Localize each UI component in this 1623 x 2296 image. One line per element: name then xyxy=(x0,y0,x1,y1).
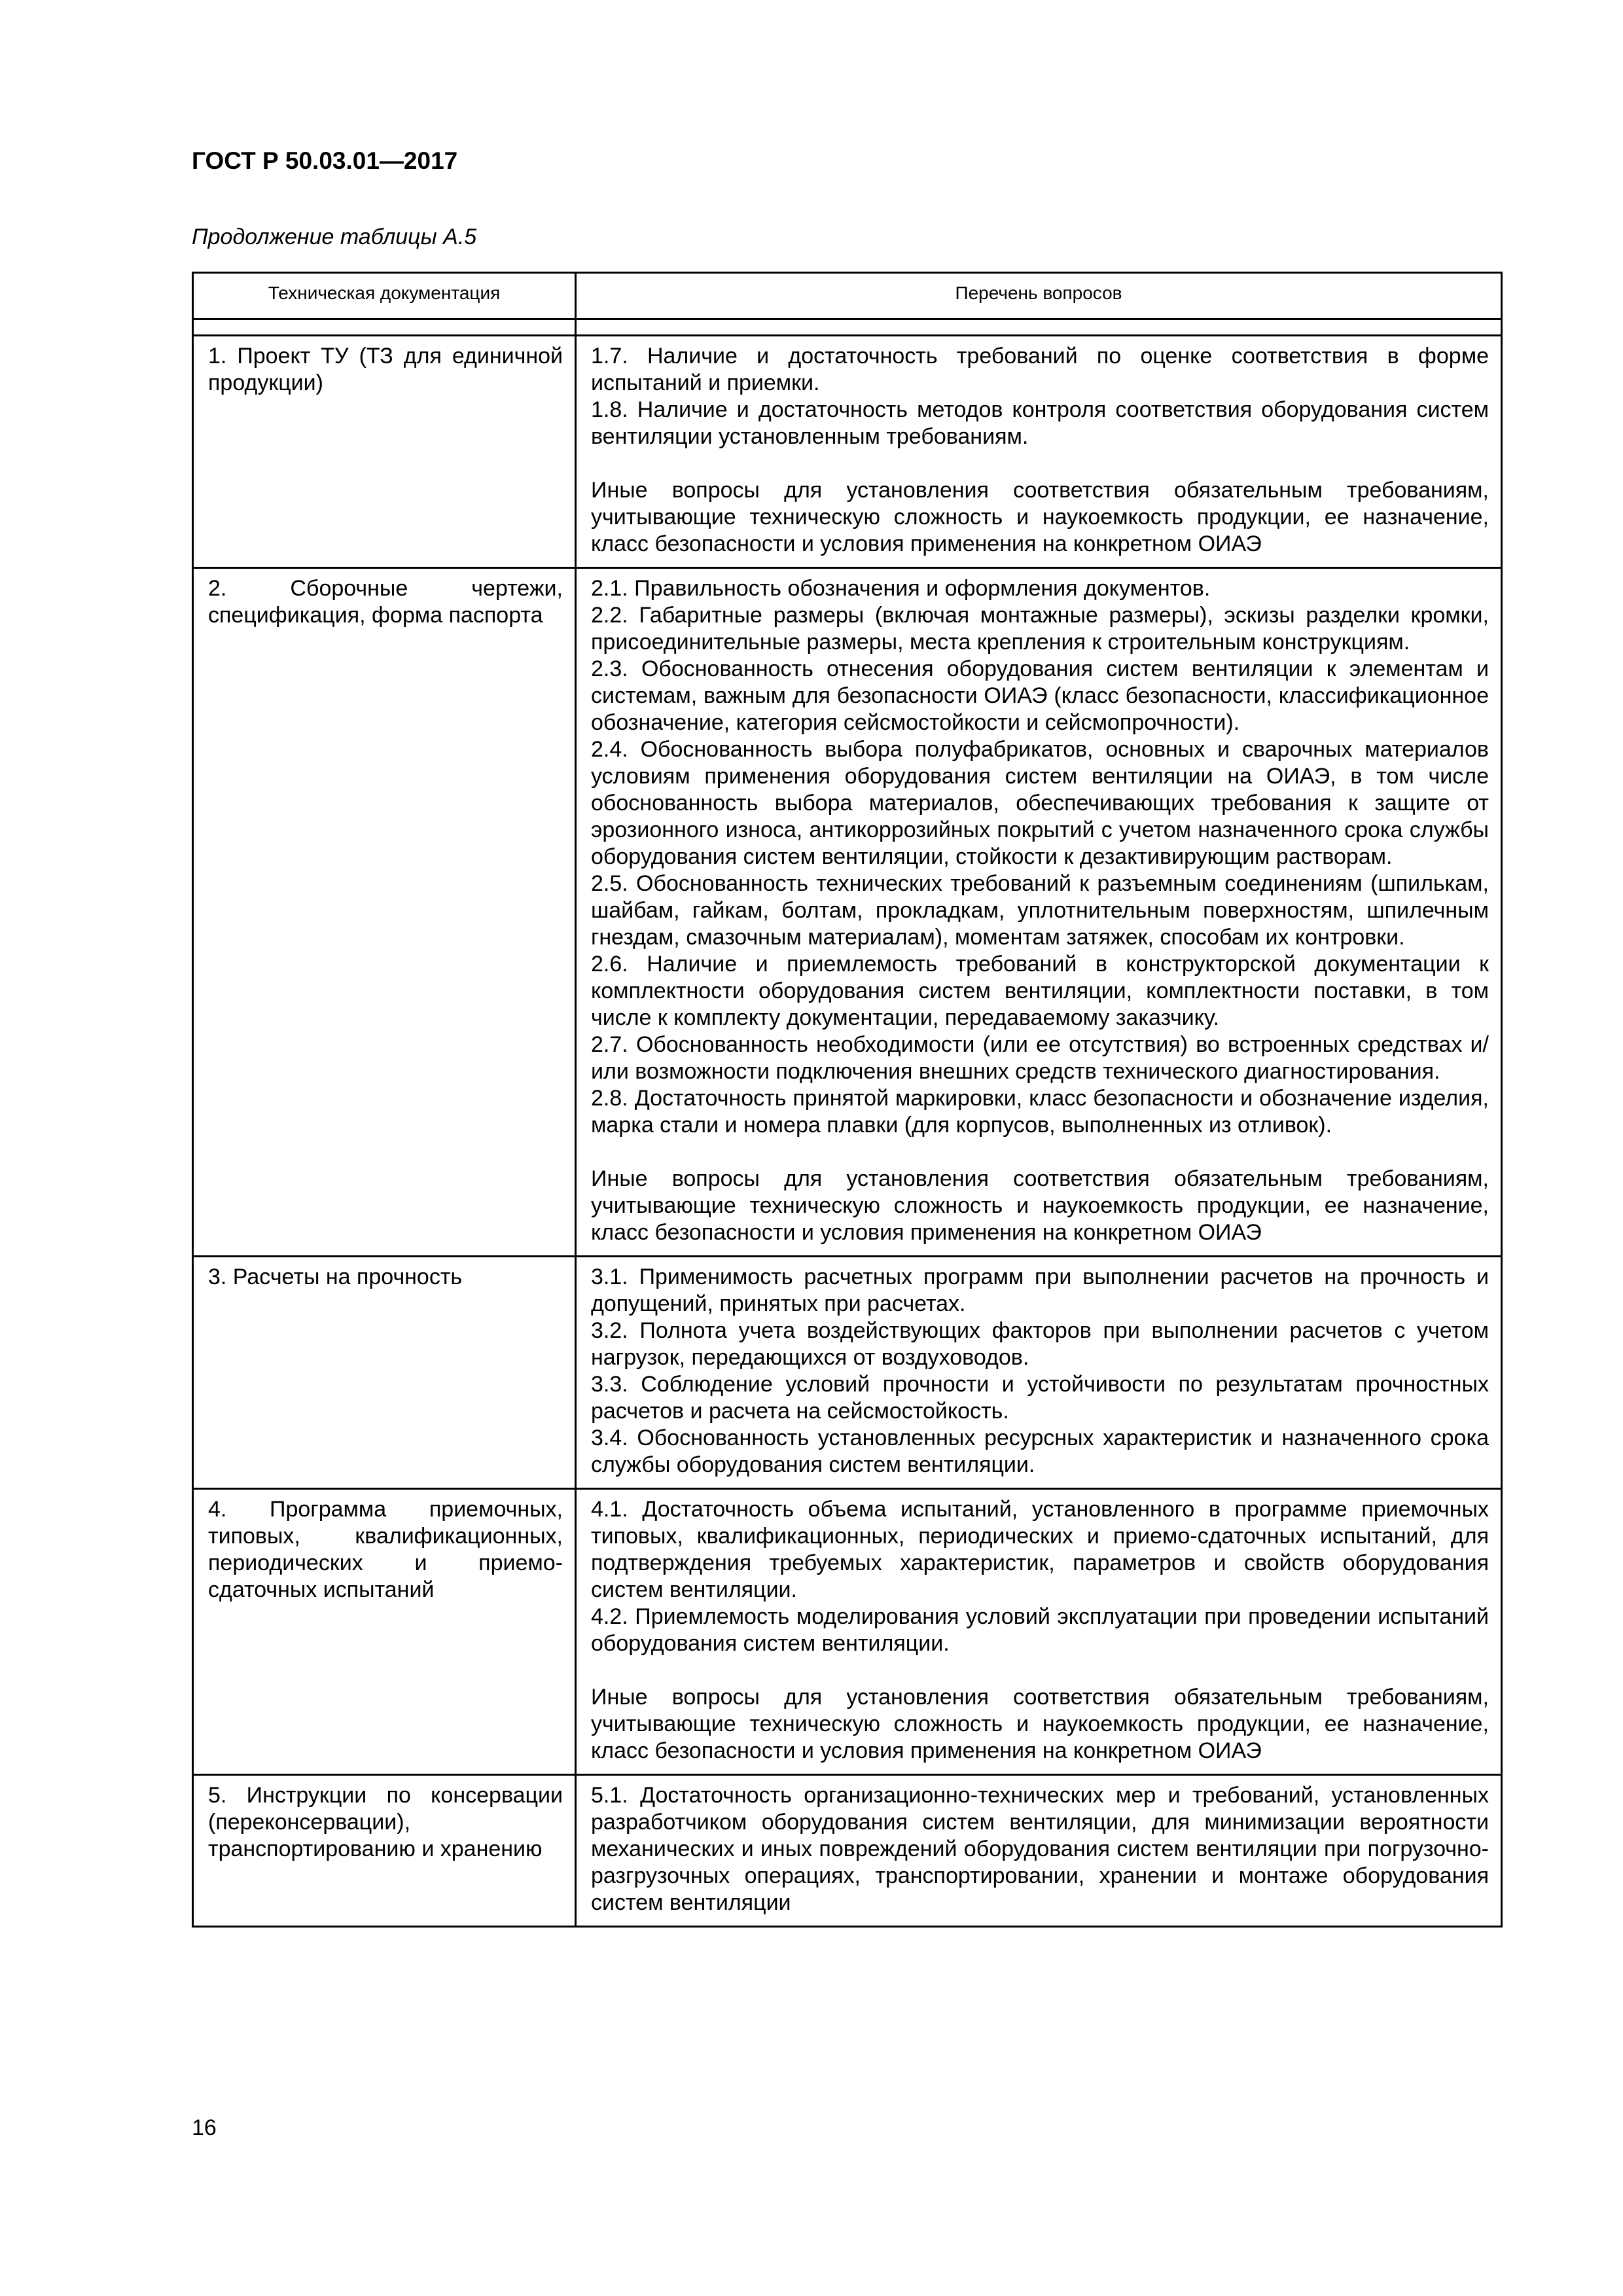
questions-table xyxy=(192,272,1503,1928)
question-item: 3.4. Обоснованность установленных ресурсных характеристик и назначенного срока службы оборудования систем вентиляции. xyxy=(591,1426,1489,1477)
documentation-cell: 5. Инструкции по консервации (переконсервации), транспортированию и хранению xyxy=(193,1775,576,1927)
question-item: 5.1. Достаточность организационно-технических мер и требований, установленных разработчиком оборудования систем вентиляции, для минимизации вероятности механических и иных повреждений оборудования систем вентиляции при погрузочно-разгрузочных операциях, транспортировании, хранении и монтаже оборудования систем вентиляции xyxy=(591,1783,1489,1915)
question-item: 3.3. Соблюдение условий прочности и устойчивости по результатам прочностных расчетов и расчета на сейсмостойкость. xyxy=(591,1372,1489,1424)
question-item: 2.1. Правильность обозначения и оформления документов. xyxy=(591,576,1211,601)
document-code: ГОСТ Р 50.03.01—2017 xyxy=(192,147,458,174)
header-gap-cell xyxy=(193,319,576,336)
page-number: 16 xyxy=(192,2115,217,2140)
other-questions-note: Иные вопросы для установления соответствия обязательным требованиям, учитывающие техническую сложность и наукоемкость продукции, ее назначение, класс безопасности и условия применения на конкретном ОИАЭ xyxy=(591,1685,1489,1763)
question-item: 4.2. Приемлемость моделирования условий эксплуатации при проведении испытаний оборудования систем вентиляции. xyxy=(591,1604,1489,1656)
question-item: 1.7. Наличие и достаточность требований по оценке соответствия в форме испытаний и приемки. xyxy=(591,344,1489,395)
header-gap-cell xyxy=(576,319,1502,336)
table-caption: Продолжение таблицы А.5 xyxy=(192,224,477,249)
question-item: 2.8. Достаточность принятой маркировки, класс безопасности и обозначение изделия, марка стали и номера плавки (для корпусов, выполненных из отливок). xyxy=(591,1086,1489,1138)
table-row xyxy=(193,1489,1502,1775)
question-item: 3.1. Применимость расчетных программ при выполнении расчетов на прочность и допущений, принятых при расчетах. xyxy=(591,1265,1489,1316)
column-header-documentation: Техническая документация xyxy=(193,273,576,319)
question-item: 3.2. Полнота учета воздействующих факторов при выполнении расчетов с учетом нагрузок, передающихся от воздуховодов. xyxy=(591,1318,1489,1370)
table-row xyxy=(193,568,1502,1257)
documentation-cell: 3. Расчеты на прочность xyxy=(193,1257,576,1489)
question-item: 2.7. Обоснованность необходимости (или ее отсутствия) во встроенных средствах и/или возможности подключения внешних средств технического диагностирования. xyxy=(591,1032,1489,1084)
documentation-cell: 4. Программа приемочных, типовых, квалификационных, периодических и приемо-сдаточных испытаний xyxy=(193,1489,576,1775)
question-item: 2.6. Наличие и приемлемость требований в конструкторской документации к комплектности оборудования систем вентиляции, комплектности поставки, в том числе к комплекту документации, передаваемому заказчику. xyxy=(591,952,1489,1030)
documentation-cell: 2. Сборочные чертежи, спецификация, форма паспорта xyxy=(193,568,576,1257)
table-row xyxy=(193,1775,1502,1927)
column-header-questions: Перечень вопросов xyxy=(576,273,1502,319)
question-item: 2.3. Обоснованность отнесения оборудования систем вентиляции к элементам и системам, важным для безопасности ОИАЭ (класс безопасности, классификационное обозначение, категория сейсмостойкости и сейсмопрочности). xyxy=(591,656,1489,735)
header-gap-row xyxy=(193,319,1502,336)
table-row xyxy=(193,336,1502,568)
questions-cell xyxy=(576,1257,1502,1489)
table-row xyxy=(193,1257,1502,1489)
other-questions-note: Иные вопросы для установления соответствия обязательным требованиям, учитывающие техническую сложность и наукоемкость продукции, ее назначение, класс безопасности и условия применения на конкретном ОИАЭ xyxy=(591,478,1489,556)
question-item: 4.1. Достаточность объема испытаний, установленного в программе приемочных типовых, квалификационных, периодических и приемо-сдаточных испытаний, для подтверждения требуемых характеристик, параметров и свойств оборудования систем вентиляции. xyxy=(591,1497,1489,1602)
question-item: 2.2. Габаритные размеры (включая монтажные размеры), эскизы разделки кромки, присоединительные размеры, места крепления к строительным конструкциям. xyxy=(591,603,1489,655)
documentation-cell: 1. Проект ТУ (ТЗ для единичной продукции) xyxy=(193,336,576,568)
questions-cell xyxy=(576,1489,1502,1775)
questions-cell xyxy=(576,568,1502,1257)
question-item: 2.4. Обоснованность выбора полуфабрикатов, основных и сварочных материалов условиям применения оборудования систем вентиляции на ОИАЭ, в том числе обоснованность выбора материалов, обеспечивающих требования к защите от эрозионного износа, антикоррозийных покрытий с учетом назначенного срока службы оборудования систем вентиляции, стойкости к дезактивирующим растворам. xyxy=(591,737,1489,869)
question-item: 1.8. Наличие и достаточность методов контроля соответствия оборудования систем вентиляции установленным требованиям. xyxy=(591,397,1489,449)
table-header-row xyxy=(193,273,1502,319)
questions-cell xyxy=(576,1775,1502,1927)
question-item: 2.5. Обоснованность технических требований к разъемным соединениям (шпилькам, шайбам, гайкам, болтам, прокладкам, уплотнительным поверхностям, шпилечным гнездам, смазочным материалам), моментам затяжек, способам их контровки. xyxy=(591,871,1489,950)
other-questions-note: Иные вопросы для установления соответствия обязательным требованиям, учитывающие техническую сложность и наукоемкость продукции, ее назначение, класс безопасности и условия применения на конкретном ОИАЭ xyxy=(591,1166,1489,1245)
questions-cell xyxy=(576,336,1502,568)
